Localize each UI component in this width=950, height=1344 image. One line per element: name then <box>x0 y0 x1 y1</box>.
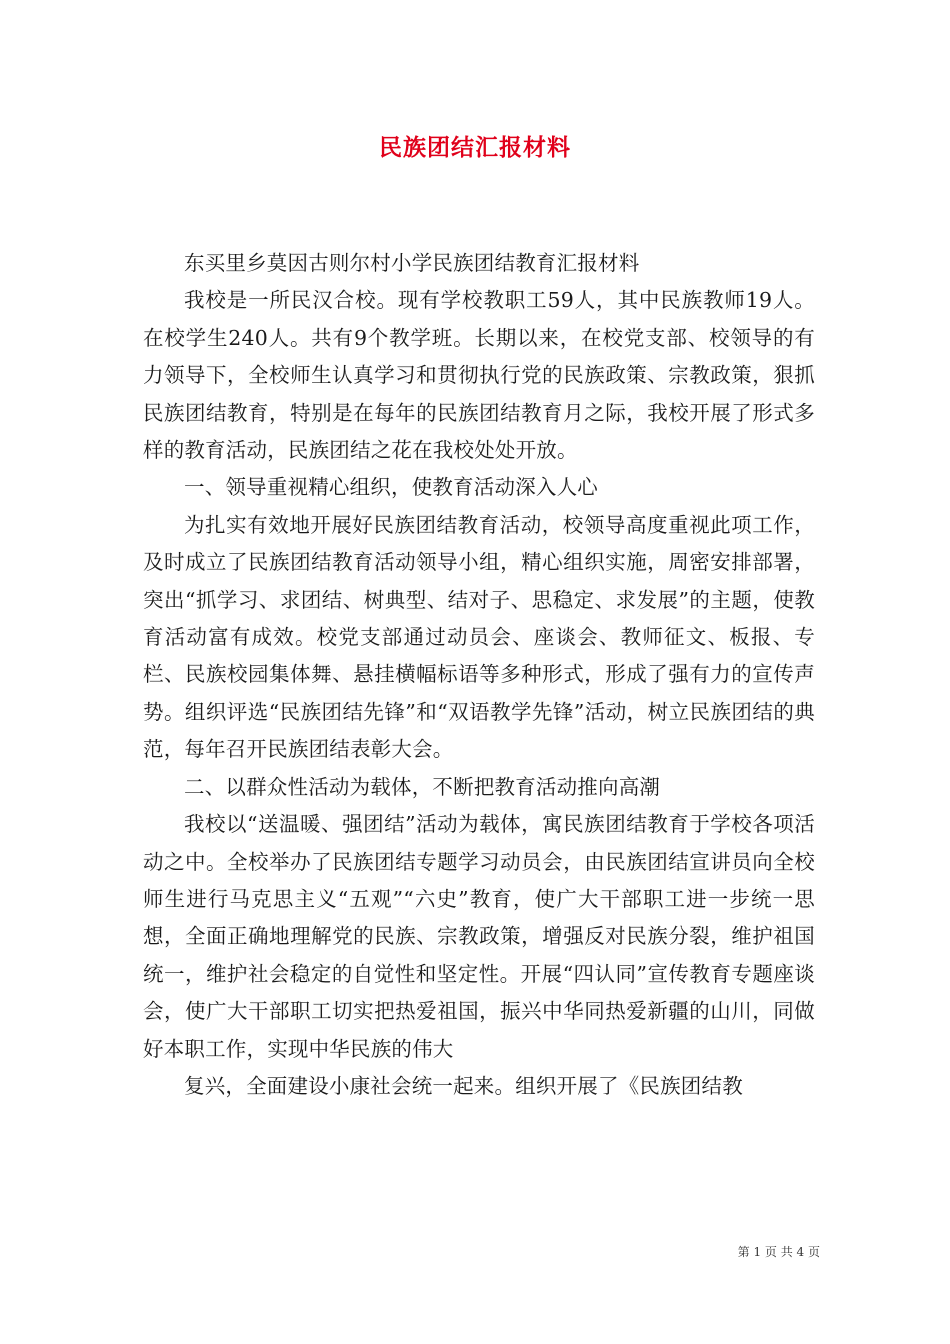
section-2-paragraph: 我校以“送温暖、强团结”活动为载体，寓民族团结教育于学校各项活动之中。全校举办了民族团结专题学习动员会，由民族团结宣讲员向全校师生进行马克思主义“五观”“六史”教育，使广大干部职工进一步统一思想，全面正确地理解党的民族、宗教政策，增强反对民族分裂，维护祖国统一，维护社会稳定的自觉性和坚定性。开展“四认同”宣传教育专题座谈会，使广大干部职工切实把热爱祖国，振兴中华同热爱新疆的山川，同做好本职工作，实现中华民族的伟大 <box>143 812 815 1061</box>
section-1-paragraph: 为扎实有效地开展好民族团结教育活动，校领导高度重视此项工作，及时成立了民族团结教育活动领导小组，精心组织实施，周密安排部署，突出“抓学习、求团结、树典型、结对子、思稳定、求发展”的主题，使教育活动富有成效。校党支部通过动员会、座谈会、教师征文、板报、专栏、民族校园集体舞、悬挂横幅标语等多种形式，形成了强有力的宣传声势。组织评选“民族团结先锋”和“双语教学先锋”活动，树立民族团结的典范，每年召开民族团结表彰大会。 <box>143 512 815 762</box>
document-title: 民族团结汇报材料 <box>379 134 571 161</box>
document-body <box>143 245 815 1105</box>
intro-paragraph: 我校是一所民汉合校。现有学校教职工59人，其中民族教师19人。在校学生240人。共有9个教学班。长期以来，在校党支部、校领导的有力领导下，全校师生认真学习和贯彻执行党的民族政策、宗教政策，狠抓民族团结教育，特别是在每年的民族团结教育月之际，我校开展了形式多样的教育活动，民族团结之花在我校处处开放。 <box>143 288 815 463</box>
section-heading-2: 二、以群众性活动为载体，不断把教育活动推向高潮 <box>184 774 661 799</box>
subtitle-paragraph: 东买里乡莫因古则尔村小学民族团结教育汇报材料 <box>184 251 640 275</box>
page-number-footer: 第 1 页 共 4 页 <box>737 1245 820 1259</box>
continuation-paragraph: 复兴，全面建设小康社会统一起来。组织开展了《民族团结教 <box>184 1073 743 1098</box>
section-heading-1: 一、领导重视精心组织，使教育活动深入人心 <box>184 475 598 500</box>
